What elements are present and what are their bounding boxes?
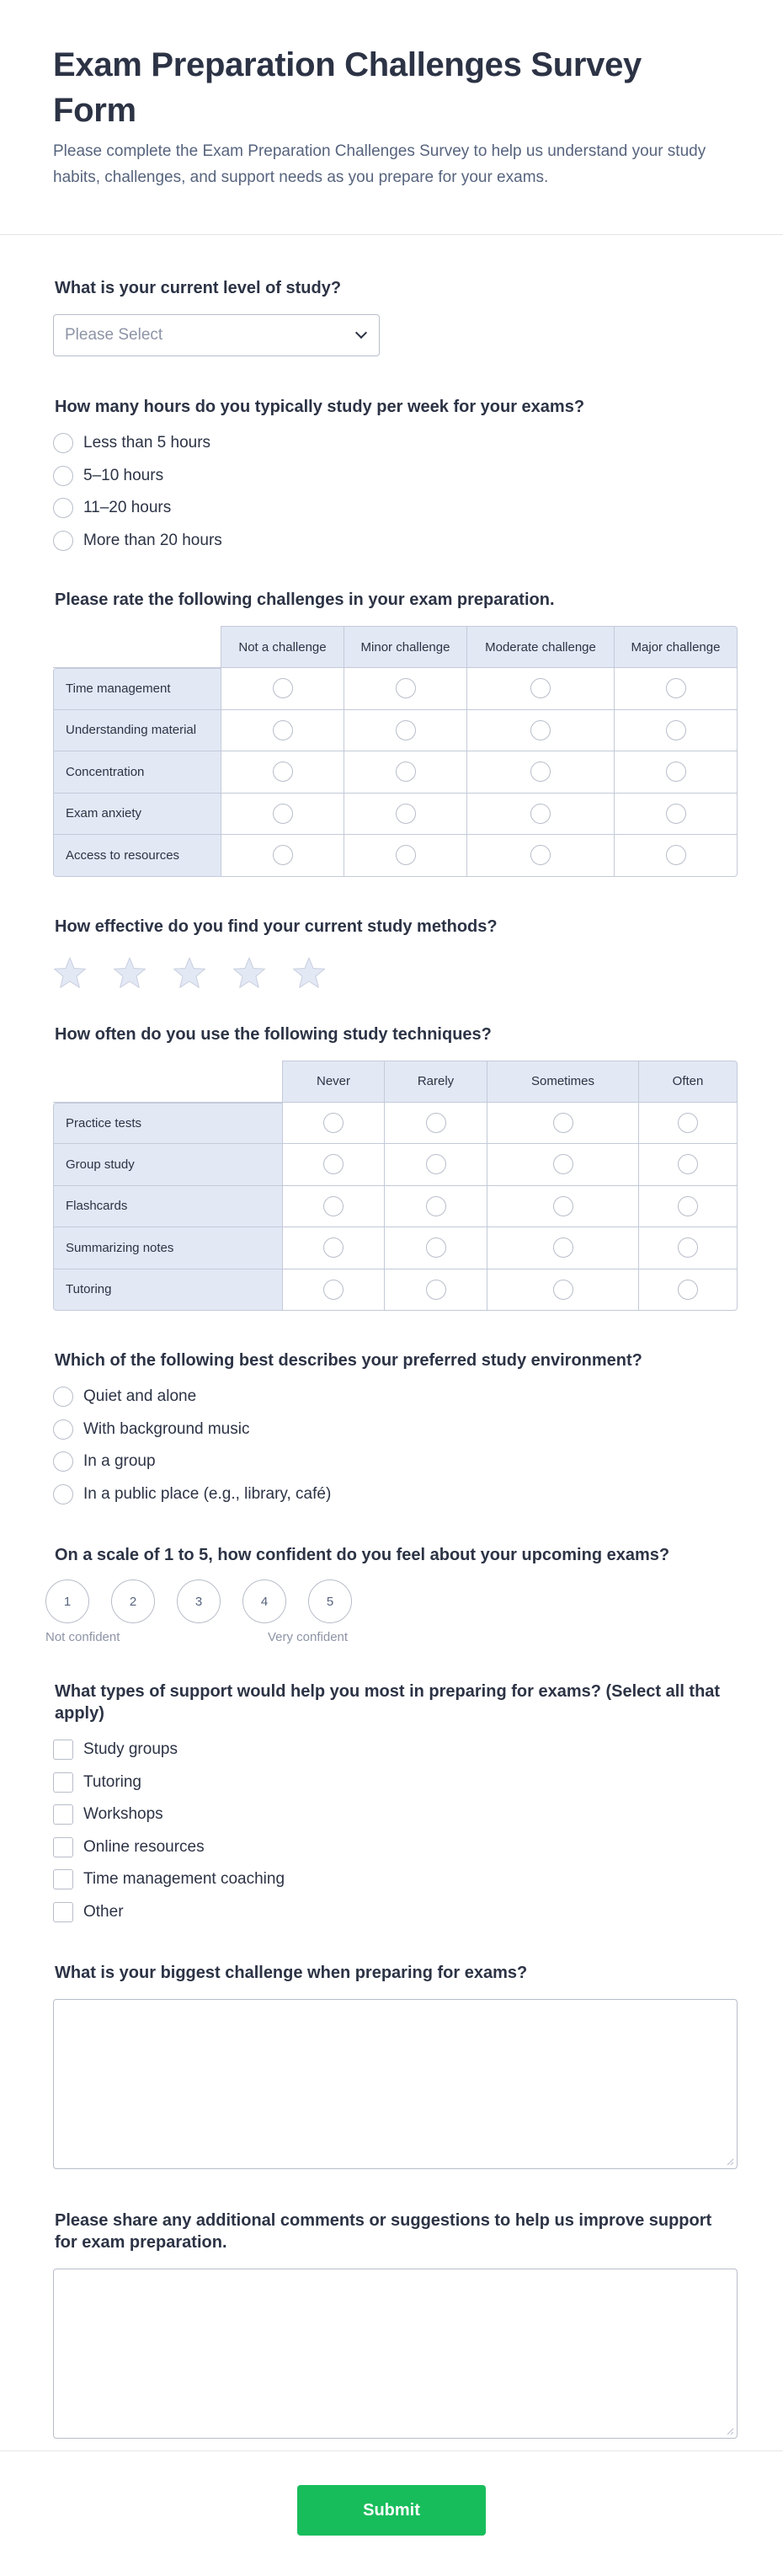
matrix-column-header: Major challenge (615, 626, 738, 668)
star-icon[interactable] (173, 956, 206, 990)
checkbox-option[interactable] (53, 1798, 730, 1831)
matrix-radio[interactable] (553, 1237, 573, 1258)
checkbox-option[interactable] (53, 1831, 730, 1864)
matrix-column-header: Moderate challenge (467, 626, 615, 668)
matrix-cell (221, 751, 344, 794)
radio-option[interactable] (53, 1478, 730, 1511)
matrix-cell (487, 1227, 639, 1269)
matrix-radio[interactable] (666, 720, 686, 740)
radio-option[interactable] (53, 525, 730, 558)
star-icon[interactable] (232, 956, 266, 990)
scale-option[interactable]: 5 (308, 1579, 352, 1623)
matrix-cell (487, 1103, 639, 1145)
matrix-column-header: Never (283, 1061, 385, 1103)
option-label: With background music (83, 1419, 250, 1438)
biggest-challenge-textarea[interactable] (53, 1999, 738, 2169)
matrix-cell (283, 1269, 385, 1312)
matrix-radio[interactable] (678, 1237, 698, 1258)
question-label: On a scale of 1 to 5, how confident do you feel about your upcoming exams? (55, 1546, 670, 1564)
matrix-cell (467, 668, 615, 710)
form-header (0, 0, 783, 235)
matrix-row (53, 1186, 738, 1228)
matrix-column-header: Not a challenge (221, 626, 344, 668)
matrix-radio[interactable] (426, 1196, 446, 1216)
matrix-row (53, 1269, 738, 1312)
question-support (53, 1645, 730, 1928)
matrix-row-label: Group study (53, 1144, 283, 1186)
matrix-radio[interactable] (426, 1113, 446, 1133)
star-icon[interactable] (53, 956, 87, 990)
matrix-corner (53, 626, 221, 668)
question-comments (53, 2169, 730, 2439)
matrix-row-label: Time management (53, 668, 221, 710)
matrix-cell (615, 710, 738, 752)
matrix-corner (53, 1061, 283, 1103)
matrix-radio[interactable] (666, 845, 686, 865)
option-label: 5–10 hours (83, 466, 164, 484)
select-placeholder: Please Select (65, 326, 163, 344)
matrix-cell (487, 1269, 639, 1312)
matrix-row-label: Access to resources (53, 835, 221, 877)
chevron-down-icon (355, 327, 367, 339)
checkbox[interactable] (53, 1804, 73, 1825)
matrix-radio[interactable] (530, 804, 551, 824)
radio-button[interactable] (53, 1451, 73, 1472)
question-effectiveness (53, 877, 730, 990)
checkbox[interactable] (53, 1740, 73, 1760)
matrix-radio[interactable] (323, 1154, 344, 1174)
matrix-cell (221, 710, 344, 752)
checkbox[interactable] (53, 1772, 73, 1793)
matrix-cell (639, 1227, 738, 1269)
matrix-cell (467, 751, 615, 794)
matrix-row (53, 794, 738, 836)
question-environment (53, 1311, 730, 1510)
matrix-cell (467, 835, 615, 877)
matrix-cell (344, 668, 467, 710)
matrix-row-label: Flashcards (53, 1186, 283, 1228)
matrix-row (53, 668, 738, 710)
question-label: Please share any additional comments or suggestions to help us improve support for exam preparation. (55, 2211, 712, 2252)
radio-button[interactable] (53, 498, 73, 518)
hours-options (53, 427, 730, 557)
challenges-matrix (53, 626, 738, 877)
matrix-radio[interactable] (396, 845, 416, 865)
matrix-radio[interactable] (530, 678, 551, 698)
question-label: Which of the following best describes your preferred study environment? (55, 1351, 642, 1370)
matrix-radio[interactable] (273, 804, 293, 824)
matrix-radio[interactable] (273, 720, 293, 740)
matrix-cell (283, 1227, 385, 1269)
matrix-radio[interactable] (396, 720, 416, 740)
question-hours (53, 356, 730, 557)
resize-handle-icon[interactable] (726, 2427, 734, 2435)
submit-button[interactable]: Submit (297, 2485, 486, 2536)
matrix-cell (615, 835, 738, 877)
scale-option[interactable]: 1 (45, 1579, 89, 1623)
option-label: In a public place (e.g., library, café) (83, 1484, 332, 1503)
star-icon[interactable] (292, 956, 326, 990)
matrix-cell (385, 1227, 487, 1269)
scale-labels (45, 1630, 365, 1645)
matrix-row-label: Tutoring (53, 1269, 283, 1312)
option-label: Other (83, 1902, 124, 1921)
option-label: Tutoring (83, 1772, 141, 1791)
checkbox[interactable] (53, 1837, 73, 1857)
matrix-row (53, 1103, 738, 1145)
question-label: How many hours do you typically study per week for your exams? (55, 398, 585, 416)
matrix-radio[interactable] (666, 678, 686, 698)
matrix-radio[interactable] (396, 762, 416, 782)
form-description: Please complete the Exam Preparation Challenges Survey to help us understand your study habits, challenges, and support needs as you prepare for your exams. (53, 142, 706, 186)
matrix-radio[interactable] (426, 1237, 446, 1258)
radio-button[interactable] (53, 1387, 73, 1407)
matrix-column-header: Sometimes (487, 1061, 639, 1103)
matrix-cell (487, 1144, 639, 1186)
matrix-cell (639, 1103, 738, 1145)
matrix-radio[interactable] (678, 1196, 698, 1216)
matrix-row-label: Concentration (53, 751, 221, 794)
radio-option[interactable] (53, 492, 730, 525)
radio-option[interactable] (53, 1381, 730, 1414)
matrix-radio[interactable] (553, 1154, 573, 1174)
matrix-radio[interactable] (323, 1280, 344, 1300)
scale-low-label: Not confident (45, 1630, 120, 1644)
radio-option[interactable] (53, 427, 730, 460)
scale-option[interactable]: 2 (111, 1579, 155, 1623)
matrix-row (53, 751, 738, 794)
matrix-radio[interactable] (273, 762, 293, 782)
techniques-matrix (53, 1061, 738, 1312)
matrix-cell (487, 1186, 639, 1228)
matrix-cell (639, 1144, 738, 1186)
option-label: Time management coaching (83, 1870, 285, 1889)
checkbox[interactable] (53, 1869, 73, 1889)
checkbox-option[interactable] (53, 1766, 730, 1799)
question-label: What is your biggest challenge when preparing for exams? (55, 1964, 528, 1982)
question-label: What types of support would help you most in preparing for exams? (Select all that apply) (55, 1682, 721, 1723)
matrix-row-label: Understanding material (53, 710, 221, 752)
radio-button[interactable] (53, 433, 73, 453)
matrix-radio[interactable] (553, 1113, 573, 1133)
support-options (53, 1734, 730, 1928)
checkbox-option[interactable] (53, 1734, 730, 1766)
matrix-row-label: Exam anxiety (53, 794, 221, 836)
matrix-cell (344, 710, 467, 752)
matrix-radio[interactable] (678, 1113, 698, 1133)
matrix-row-label: Practice tests (53, 1103, 283, 1145)
option-label: Quiet and alone (83, 1387, 197, 1406)
question-label: What is your current level of study? (55, 279, 342, 297)
matrix-radio[interactable] (323, 1237, 344, 1258)
question-techniques (53, 990, 730, 1312)
checkbox-option[interactable] (53, 1863, 730, 1896)
question-label: How effective do you find your current study methods? (55, 917, 498, 936)
radio-option[interactable] (53, 460, 730, 493)
radio-option[interactable] (53, 1414, 730, 1446)
question-label: Please rate the following challenges in your exam preparation. (55, 591, 555, 609)
matrix-radio[interactable] (666, 804, 686, 824)
matrix-radio[interactable] (323, 1196, 344, 1216)
matrix-radio[interactable] (273, 678, 293, 698)
matrix-radio[interactable] (530, 762, 551, 782)
matrix-radio[interactable] (396, 678, 416, 698)
radio-button[interactable] (53, 531, 73, 551)
option-label: In a group (83, 1452, 156, 1471)
radio-button[interactable] (53, 1419, 73, 1440)
question-biggest-challenge (53, 1928, 730, 2169)
matrix-cell (615, 751, 738, 794)
matrix-cell (283, 1103, 385, 1145)
environment-options (53, 1381, 730, 1510)
option-label: Study groups (83, 1740, 178, 1759)
matrix-cell (344, 835, 467, 877)
matrix-radio[interactable] (426, 1280, 446, 1300)
matrix-cell (344, 751, 467, 794)
matrix-radio[interactable] (553, 1280, 573, 1300)
matrix-cell (639, 1186, 738, 1228)
matrix-cell (385, 1269, 487, 1312)
option-label: More than 20 hours (83, 531, 222, 549)
form-content (0, 235, 783, 2439)
matrix-cell (385, 1144, 487, 1186)
scale-high-label: Very confident (268, 1630, 349, 1644)
matrix-radio[interactable] (396, 804, 416, 824)
scale-option[interactable]: 4 (242, 1579, 286, 1623)
option-label: Less than 5 hours (83, 434, 211, 452)
matrix-radio[interactable] (530, 720, 551, 740)
matrix-cell (221, 668, 344, 710)
star-icon[interactable] (113, 956, 146, 990)
scale-option[interactable]: 3 (177, 1579, 221, 1623)
matrix-cell (615, 794, 738, 836)
matrix-radio[interactable] (426, 1154, 446, 1174)
matrix-cell (221, 835, 344, 877)
comments-textarea[interactable] (53, 2269, 738, 2439)
matrix-row (53, 835, 738, 877)
form-title: Exam Preparation Challenges Survey Form (53, 46, 642, 129)
option-label: Online resources (83, 1837, 205, 1856)
resize-handle-icon[interactable] (726, 2157, 734, 2166)
level-select[interactable] (53, 314, 380, 356)
radio-button[interactable] (53, 1484, 73, 1504)
radio-option[interactable] (53, 1446, 730, 1478)
question-label: How often do you use the following study techniques? (55, 1024, 492, 1044)
matrix-cell (283, 1186, 385, 1228)
matrix-cell (467, 710, 615, 752)
option-label: 11–20 hours (83, 499, 172, 517)
matrix-column-header: Rarely (385, 1061, 487, 1103)
matrix-cell (221, 794, 344, 836)
checkbox-option[interactable] (53, 1896, 730, 1929)
matrix-cell (385, 1103, 487, 1145)
star-rating (53, 956, 730, 990)
question-confidence (45, 1510, 730, 1645)
matrix-cell (639, 1269, 738, 1312)
matrix-row (53, 1144, 738, 1186)
matrix-cell (467, 794, 615, 836)
matrix-cell (385, 1186, 487, 1228)
question-challenges (53, 557, 730, 877)
radio-button[interactable] (53, 466, 73, 486)
matrix-cell (283, 1144, 385, 1186)
matrix-radio[interactable] (678, 1280, 698, 1300)
matrix-row-label: Summarizing notes (53, 1227, 283, 1269)
matrix-row (53, 710, 738, 752)
form-footer (0, 2450, 783, 2536)
matrix-radio[interactable] (666, 762, 686, 782)
option-label: Workshops (83, 1805, 163, 1824)
scale-rating (45, 1579, 730, 1623)
matrix-radio[interactable] (273, 845, 293, 865)
matrix-column-header: Minor challenge (344, 626, 467, 668)
matrix-cell (344, 794, 467, 836)
matrix-column-header: Often (639, 1061, 738, 1103)
question-level (53, 235, 730, 356)
matrix-row (53, 1227, 738, 1269)
matrix-cell (615, 668, 738, 710)
matrix-radio[interactable] (530, 845, 551, 865)
checkbox[interactable] (53, 1902, 73, 1922)
matrix-radio[interactable] (678, 1154, 698, 1174)
matrix-radio[interactable] (323, 1113, 344, 1133)
matrix-radio[interactable] (553, 1196, 573, 1216)
